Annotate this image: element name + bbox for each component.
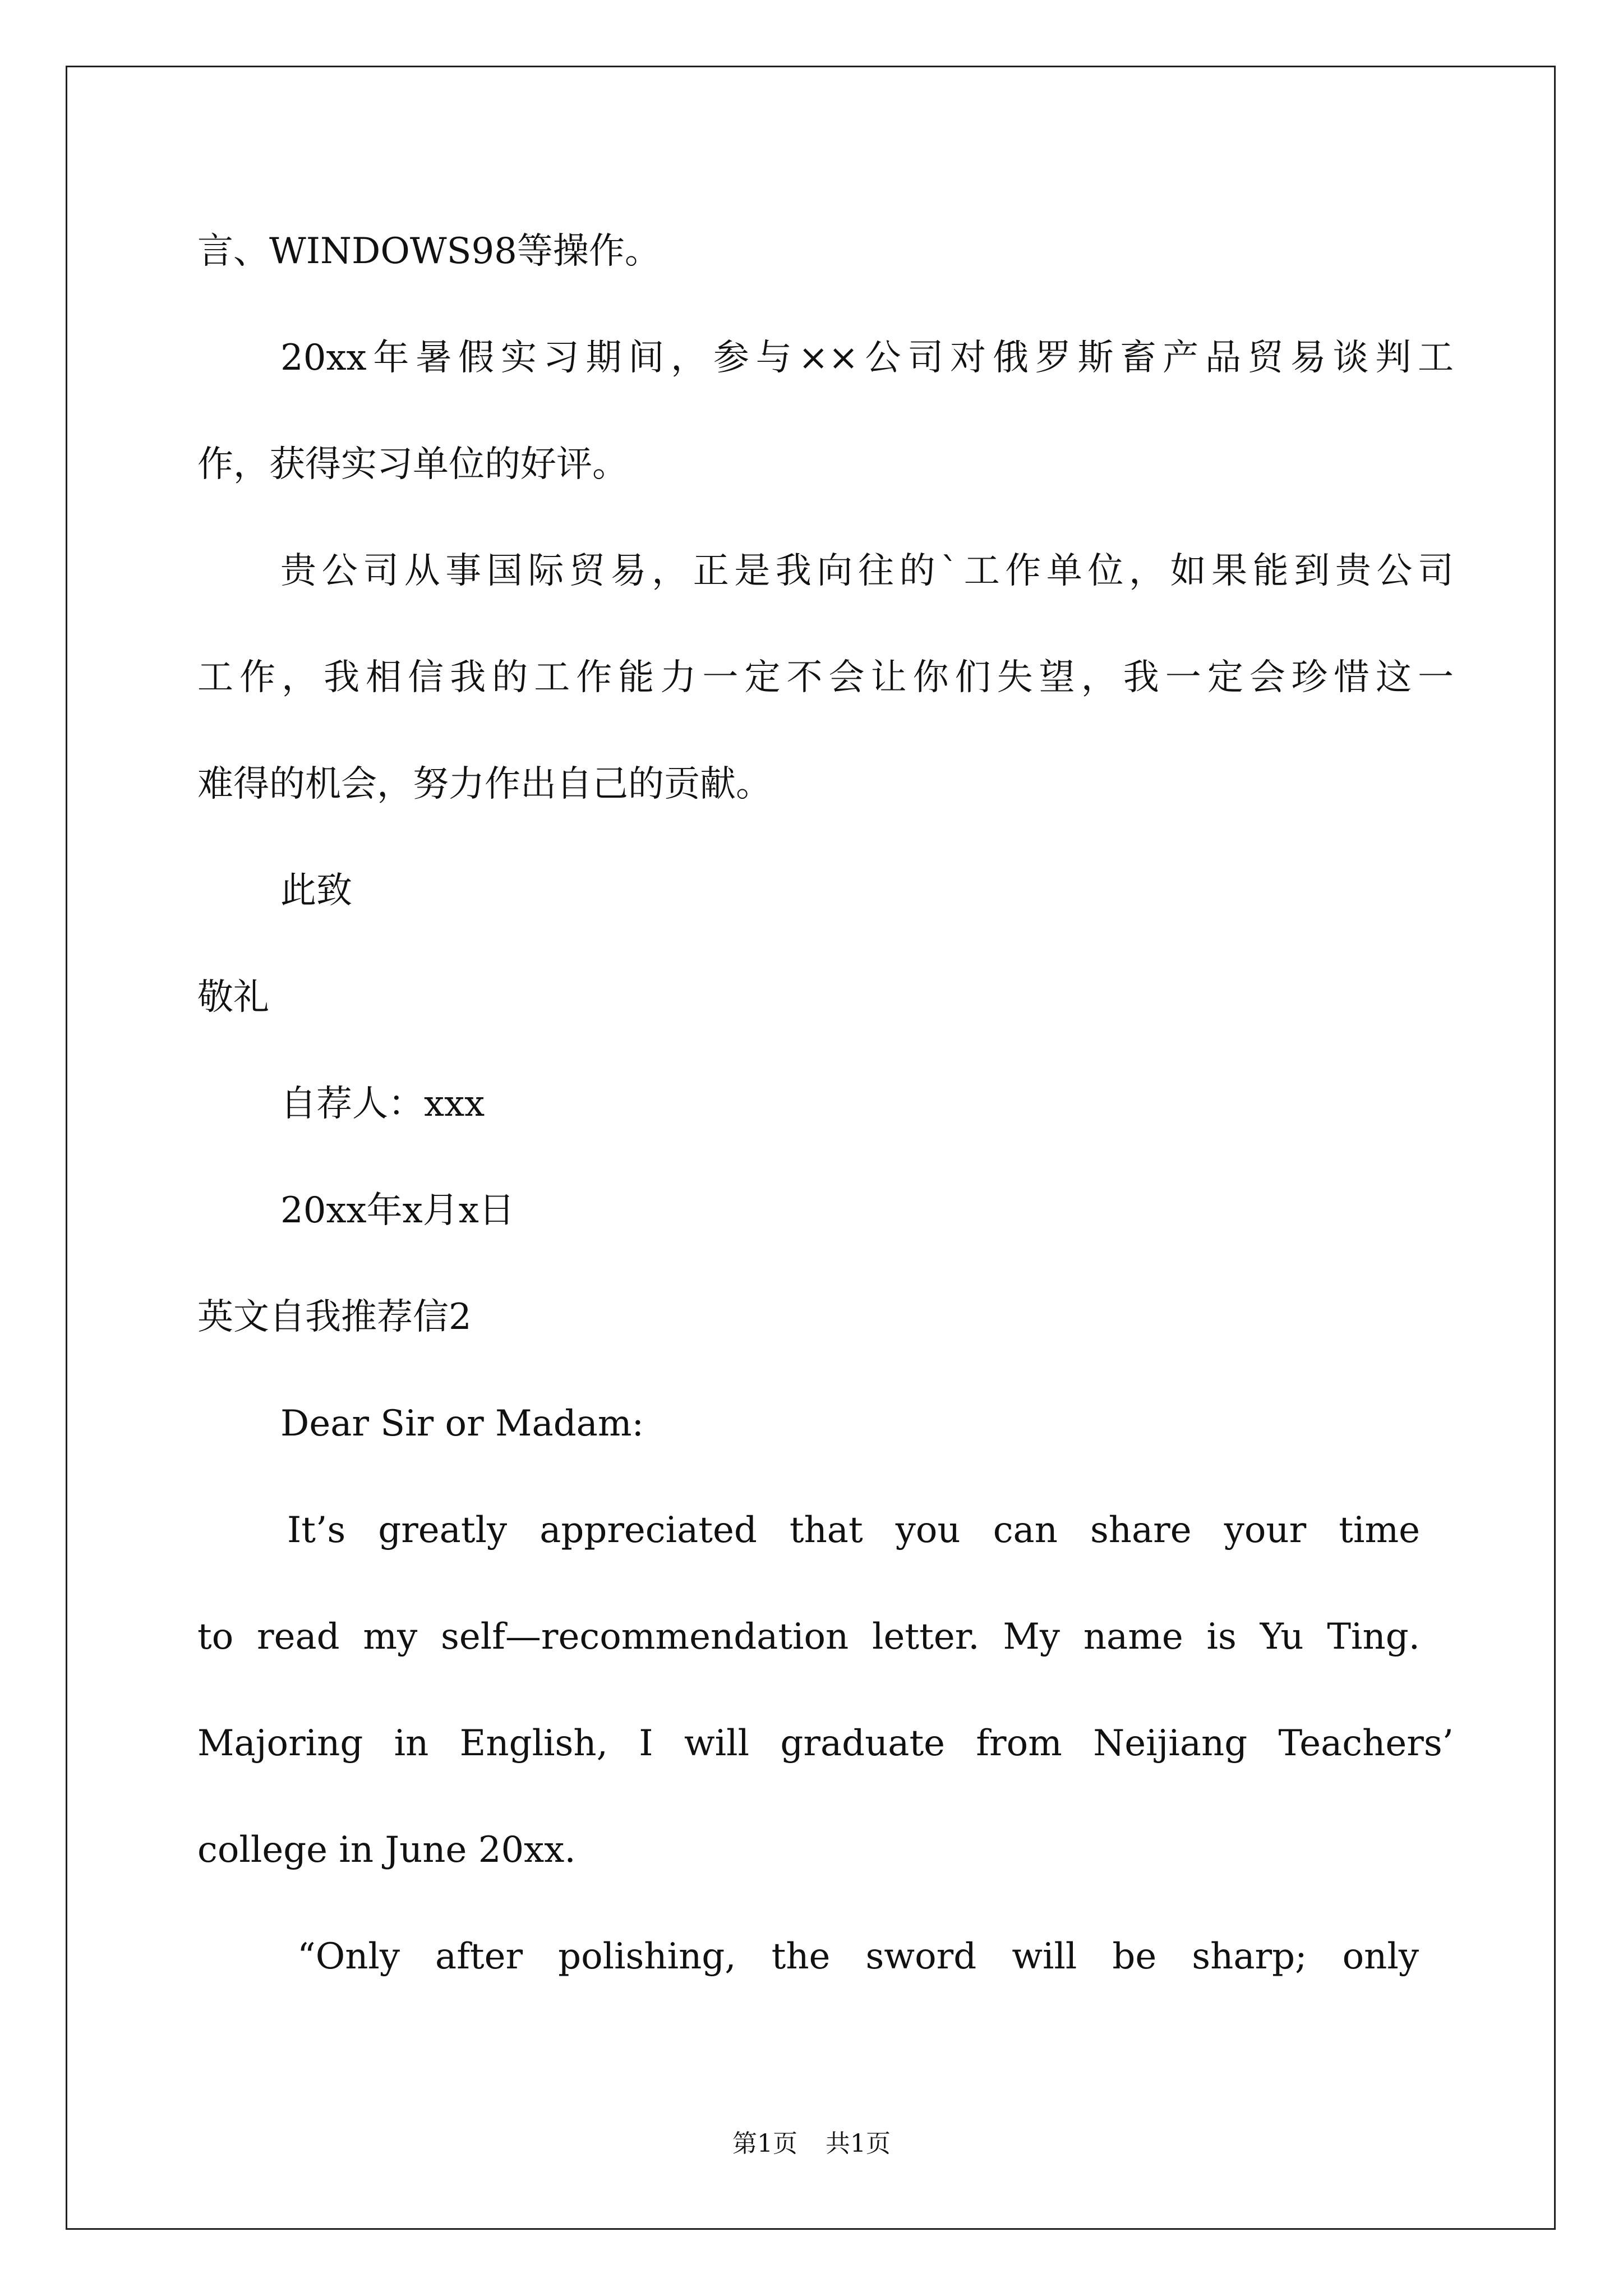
- text-line: 作，获得实习单位的好评。: [197, 444, 628, 485]
- text-line: “Only after polishing, the sword will be sharp; only: [297, 1936, 1419, 1977]
- page-footer: [0, 2129, 1623, 2158]
- section-heading: 英文自我推荐信2: [197, 1296, 472, 1338]
- text-line: Majoring in English, I will graduate from Neijiang Teachers’: [197, 1723, 1454, 1764]
- page-total: 共1页: [826, 2129, 891, 2158]
- text-line: 言、WINDOWS98等操作。: [197, 231, 661, 272]
- text-line: It’s greatly appreciated that you can share your time: [287, 1510, 1420, 1551]
- text-line: to read my self—recommendation letter. My name is Yu Ting.: [197, 1616, 1420, 1658]
- page-border: [66, 66, 1556, 2230]
- page-number: 第1页: [732, 2129, 797, 2158]
- text-line: 20xx年暑假实习期间，参与××公司对俄罗斯畜产品贸易谈判工: [280, 337, 1454, 379]
- text-line: 难得的机会，努力作出自己的贡献。: [197, 763, 772, 805]
- text-line: 工作，我相信我的工作能力一定不会让你们失望，我一定会珍惜这一: [197, 657, 1454, 698]
- closing-regards: 敬礼: [197, 977, 269, 1018]
- greeting: Dear Sir or Madam:: [280, 1403, 644, 1444]
- text-line: 贵公司从事国际贸易，正是我向往的`工作单位，如果能到贵公司: [280, 550, 1454, 592]
- text-line: college in June 20xx.: [197, 1829, 576, 1871]
- signature-date: 20xx年x月x日: [280, 1190, 515, 1231]
- closing-salutation: 此致: [280, 870, 352, 912]
- signature-name: 自荐人：xxx: [280, 1083, 485, 1125]
